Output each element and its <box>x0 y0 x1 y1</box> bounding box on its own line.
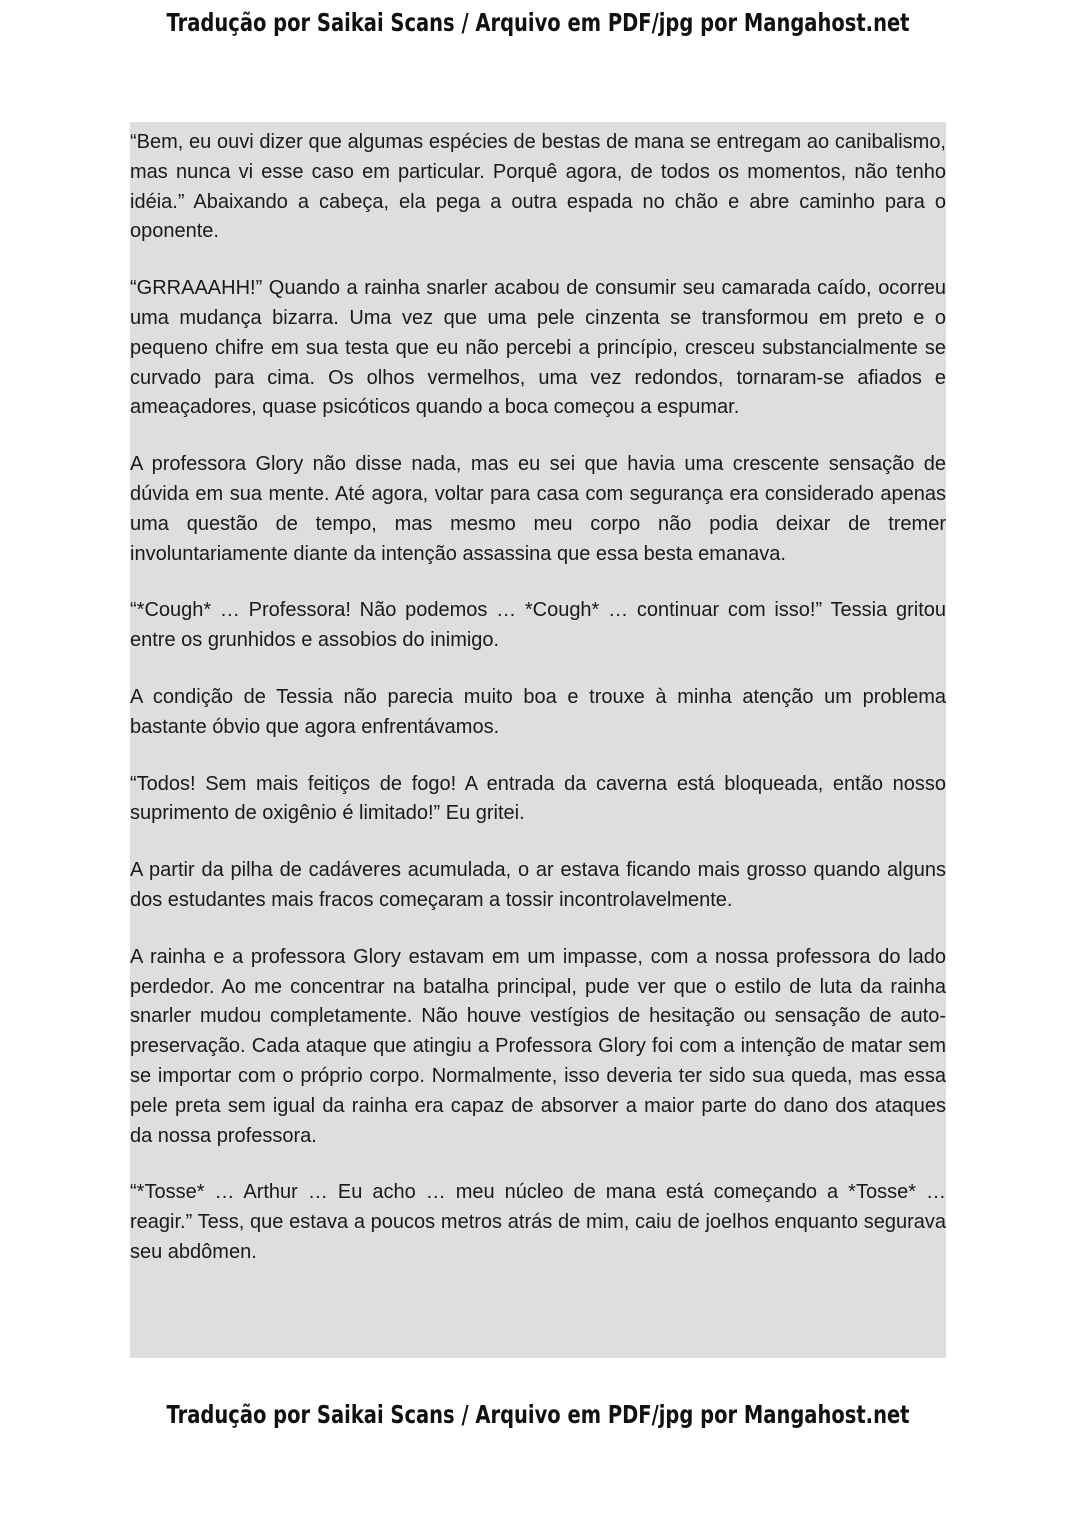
paragraph-2: “GRRAAAHH!” Quando a rainha snarler acabou de consumir seu camarada caído, ocorreu uma mudança bizarra. Uma vez que uma pele cinzenta se transformou em preto e o pequeno chifre em sua testa que eu não percebi a princípio, cresceu substancialmente se curvado para cima. Os olhos vermelhos, uma vez redondos, tornaram-se afiados e ameaçadores, quase psicóticos quando a boca começou a espumar. <box>130 277 946 419</box>
story-text-block <box>130 122 946 1358</box>
paragraph-8: A rainha e a professora Glory estavam em um impasse, com a nossa professora do lado perdedor. Ao me concentrar na batalha principal, pude ver que o estilo de luta da rainha snarler mudou completamente. Não houve vestígios de hesitação ou sensação de auto-preservação. Cada ataque que atingiu a Professora Glory foi com a intenção de matar sem se importar com o próprio corpo. Normalmente, isso deveria ter sido sua queda, mas essa pele preta sem igual da rainha era capaz de absorver a maior parte do dano dos ataques da nossa professora. <box>130 945 946 1147</box>
paragraph-5: A condição de Tessia não parecia muito boa e trouxe à minha atenção um problema bastante óbvio que agora enfrentávamos. <box>130 685 946 738</box>
paragraph-4: “*Cough* … Professora! Não podemos … *Cough* … continuar com isso!” Tessia gritou entre os grunhidos e assobios do inimigo. <box>130 599 946 652</box>
paragraph-7: A partir da pilha de cadáveres acumulada, o ar estava ficando mais grosso quando alguns dos estudantes mais fracos começaram a tossir incontrolavelmente. <box>130 859 946 911</box>
footer-credit-banner: Tradução por Saikai Scans / Arquivo em PDF/jpg por Mangahost.net <box>166 1400 910 1429</box>
header-credit-banner: Tradução por Saikai Scans / Arquivo em PDF/jpg por Mangahost.net <box>166 8 910 37</box>
paragraph-6: “Todos! Sem mais feitiços de fogo! A entrada da caverna está bloqueada, então nosso suprimento de oxigênio é limitado!” Eu gritei. <box>130 772 946 825</box>
paragraph-3: A professora Glory não disse nada, mas eu sei que havia uma crescente sensação de dúvida em sua mente. Até agora, voltar para casa com segurança era considerado apenas uma questão de tempo, mas mesmo meu corpo não podia deixar de tremer involuntariamente diante da intenção assassina que essa besta emanava. <box>130 453 946 565</box>
paragraph-9: “*Tosse* … Arthur … Eu acho … meu núcleo de mana está começando a *Tosse* … reagir.” Tess, que estava a poucos metros atrás de mim, caiu de joelhos enquanto segurava seu abdômen. <box>130 1181 946 1263</box>
paragraph-1: “Bem, eu ouvi dizer que algumas espécies de bestas de mana se entregam ao canibalismo, mas nunca vi esse caso em particular. Porquê agora, de todos os momentos, não tenho idéia.” Abaixando a cabeça, ela pega a outra espada no chão e abre caminho para o oponente. <box>130 131 946 243</box>
